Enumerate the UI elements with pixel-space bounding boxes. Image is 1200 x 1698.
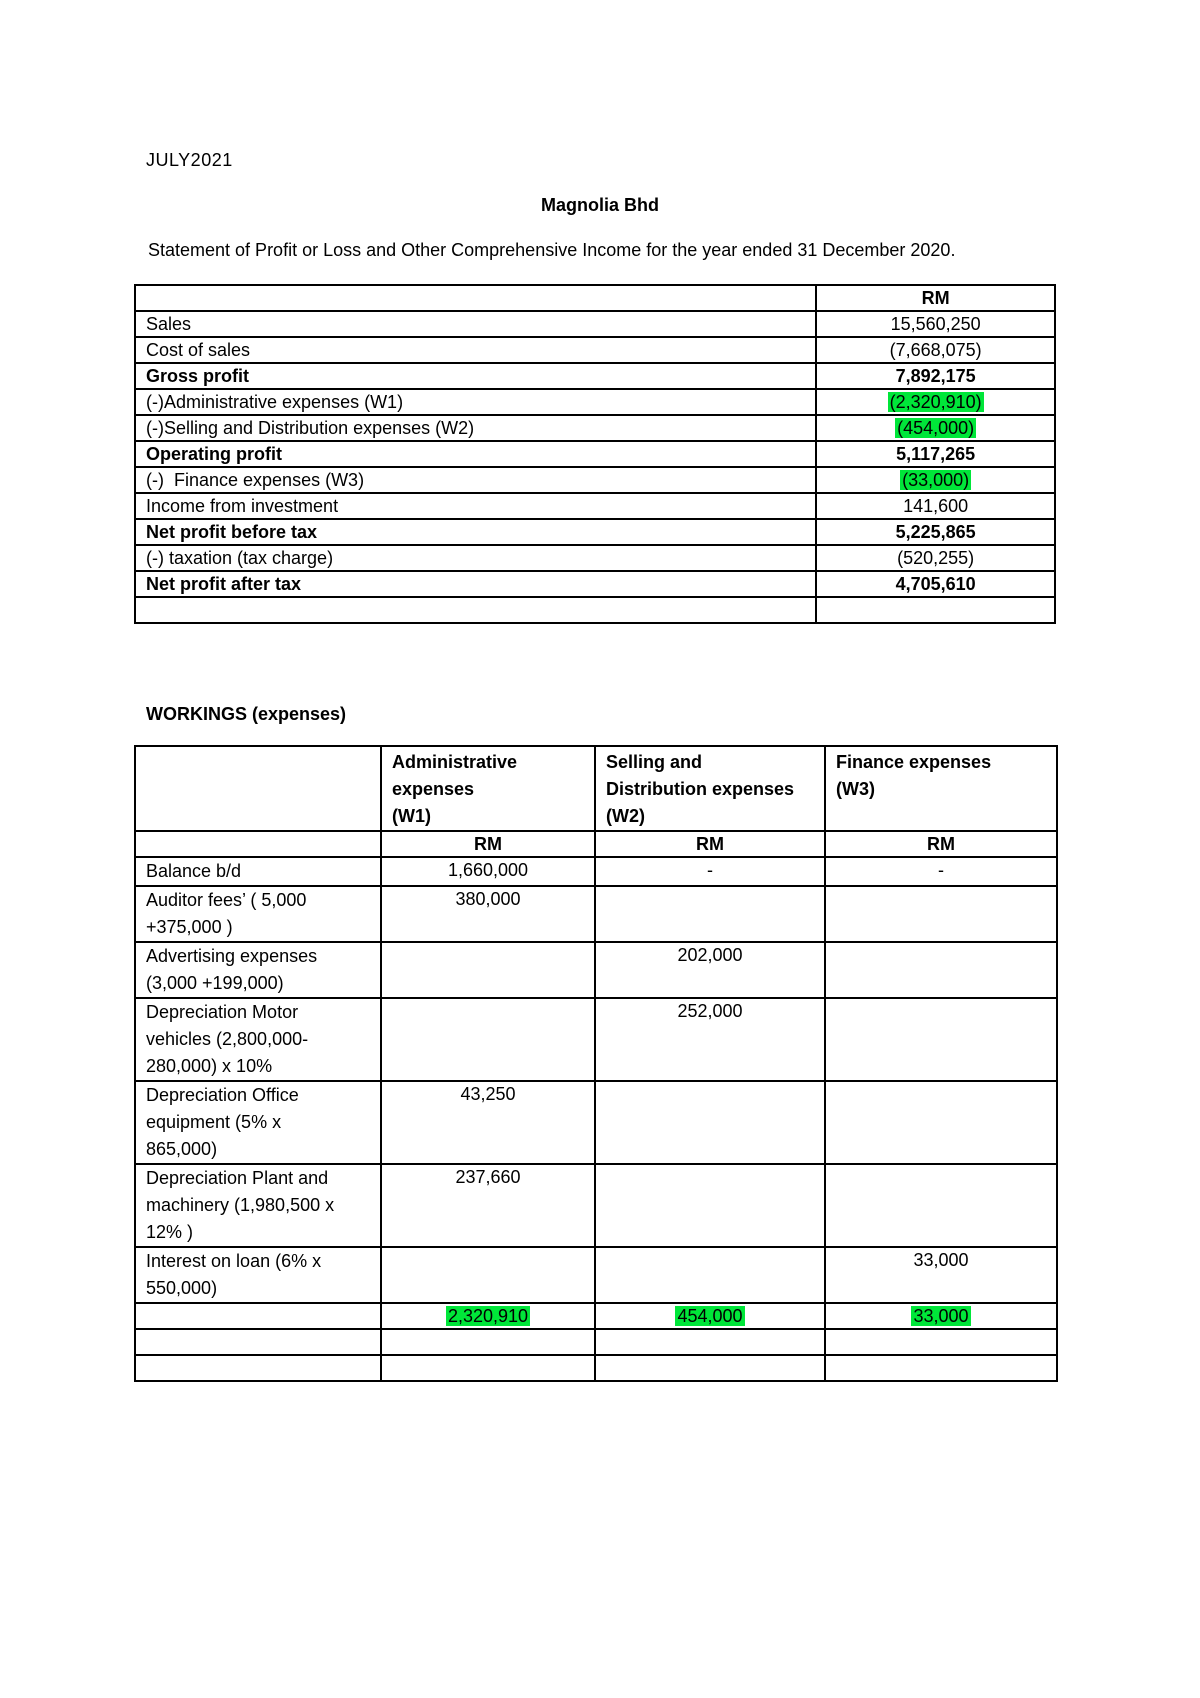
workings-row-balance [135,857,1057,886]
workings-row-depreciation-office [135,1081,1057,1164]
pl-amount-highlight: (33,000) [902,470,970,490]
pl-amount-cell [816,467,1055,493]
pl-label: (-) Finance expenses (W3) [135,467,816,493]
header-line: (W3) [836,779,875,799]
pl-amount: (520,255) [816,545,1055,571]
header-line: expenses [392,779,475,799]
finance-value [825,1164,1057,1247]
blank-cell [381,1355,595,1381]
blank-cell [825,1329,1057,1355]
header-line: Administrative [392,752,518,772]
pl-row-sales [135,311,1055,337]
total-admin-cell [381,1303,595,1329]
pl-amount-highlight: (2,320,910) [889,392,982,412]
header-finance [825,746,1057,831]
admin-value [381,1247,595,1303]
workings-table [134,745,1058,1382]
workings-title: WORKINGS (expenses) [146,704,347,724]
pl-row-gross-profit [135,363,1055,389]
pl-amount: 4,705,610 [816,571,1055,597]
currency-finance: RM [825,831,1057,857]
selling-value [595,886,825,942]
admin-value: 1,660,000 [381,857,595,886]
header-selling [595,746,825,831]
pl-label: Operating profit [135,441,816,467]
pl-amount-highlight: (454,000) [897,418,975,438]
pl-blank-cell [135,597,816,623]
finance-value: 33,000 [825,1247,1057,1303]
workings-header-row [135,746,1057,831]
pl-row-cost-of-sales [135,337,1055,363]
pl-currency-header: RM [816,285,1055,311]
header-line: (W2) [606,806,645,826]
header-line: (W1) [392,806,431,826]
totals-blank [135,1303,381,1329]
pl-amount-cell [816,389,1055,415]
pl-amount: (7,668,075) [816,337,1055,363]
pl-row-taxation [135,545,1055,571]
workings-blank-row [135,1329,1057,1355]
currency-admin: RM [381,831,595,857]
selling-value [595,1081,825,1164]
total-selling-cell [595,1303,825,1329]
pl-row-finance-expenses [135,467,1055,493]
blank-cell [825,1355,1057,1381]
profit-loss-table [134,284,1056,624]
pl-row-blank [135,597,1055,623]
pl-amount-cell [816,415,1055,441]
header-line: Finance expenses [836,752,992,772]
row-label: Interest on loan (6% x 550,000) [135,1247,381,1303]
pl-amount: 15,560,250 [816,311,1055,337]
workings-header-blank [135,746,381,831]
selling-value: 252,000 [595,998,825,1081]
workings-row-depreciation-motor [135,998,1057,1081]
header-admin [381,746,595,831]
blank-cell [595,1355,825,1381]
blank-cell [135,1355,381,1381]
workings-row-depreciation-plant [135,1164,1057,1247]
blank-cell [595,1329,825,1355]
workings-currency-row [135,831,1057,857]
pl-row-investment-income [135,493,1055,519]
blank-cell [135,1329,381,1355]
statement-title: Statement of Profit or Loss and Other Comprehensive Income for the year ended 31 December 2020. [148,240,956,260]
pl-header-row [135,285,1055,311]
workings-totals-row [135,1303,1057,1329]
row-label: Auditor fees’ ( 5,000 +375,000 ) [135,886,381,942]
admin-value: 43,250 [381,1081,595,1164]
row-label: Depreciation Office equipment (5% x 865,000) [135,1081,381,1164]
row-label: Advertising expenses (3,000 +199,000) [135,942,381,998]
pl-row-profit-before-tax [135,519,1055,545]
total-admin: 2,320,910 [447,1306,529,1326]
pl-amount: 5,225,865 [816,519,1055,545]
total-finance-cell [825,1303,1057,1329]
currency-blank [135,831,381,857]
finance-value [825,1081,1057,1164]
selling-value: - [595,857,825,886]
pl-row-admin-expenses [135,389,1055,415]
currency-selling: RM [595,831,825,857]
pl-label: Net profit after tax [135,571,816,597]
pl-row-operating-profit [135,441,1055,467]
pl-label: Gross profit [135,363,816,389]
blank-cell [381,1329,595,1355]
pl-label: Sales [135,311,816,337]
total-finance: 33,000 [913,1306,969,1326]
pl-amount: 141,600 [816,493,1055,519]
workings-row-interest [135,1247,1057,1303]
admin-value [381,942,595,998]
pl-blank-cell [816,597,1055,623]
workings-row-auditor-fees [135,886,1057,942]
finance-value [825,998,1057,1081]
company-name: Magnolia Bhd [541,195,659,215]
workings-row-advertising [135,942,1057,998]
admin-value: 237,660 [381,1164,595,1247]
total-selling: 454,000 [677,1306,743,1326]
row-label: Depreciation Motor vehicles (2,800,000- 280,000) x 10% [135,998,381,1081]
pl-row-selling-expenses [135,415,1055,441]
header-line: Selling and [606,752,703,772]
header-line: Distribution expenses [606,779,795,799]
selling-value [595,1247,825,1303]
finance-value [825,886,1057,942]
pl-row-profit-after-tax [135,571,1055,597]
pl-label: Cost of sales [135,337,816,363]
pl-label: (-) taxation (tax charge) [135,545,816,571]
pl-amount: 5,117,265 [816,441,1055,467]
selling-value: 202,000 [595,942,825,998]
pl-label: Net profit before tax [135,519,816,545]
row-label: Balance b/d [135,857,381,886]
workings-blank-row [135,1355,1057,1381]
row-label: Depreciation Plant and machinery (1,980,500 x 12% ) [135,1164,381,1247]
finance-value [825,942,1057,998]
pl-label: (-)Selling and Distribution expenses (W2) [135,415,816,441]
document-date: JULY2021 [146,150,233,170]
pl-label: Income from investment [135,493,816,519]
finance-value: - [825,857,1057,886]
admin-value [381,998,595,1081]
pl-header-blank [135,285,816,311]
pl-amount: 7,892,175 [816,363,1055,389]
admin-value: 380,000 [381,886,595,942]
pl-label: (-)Administrative expenses (W1) [135,389,816,415]
selling-value [595,1164,825,1247]
